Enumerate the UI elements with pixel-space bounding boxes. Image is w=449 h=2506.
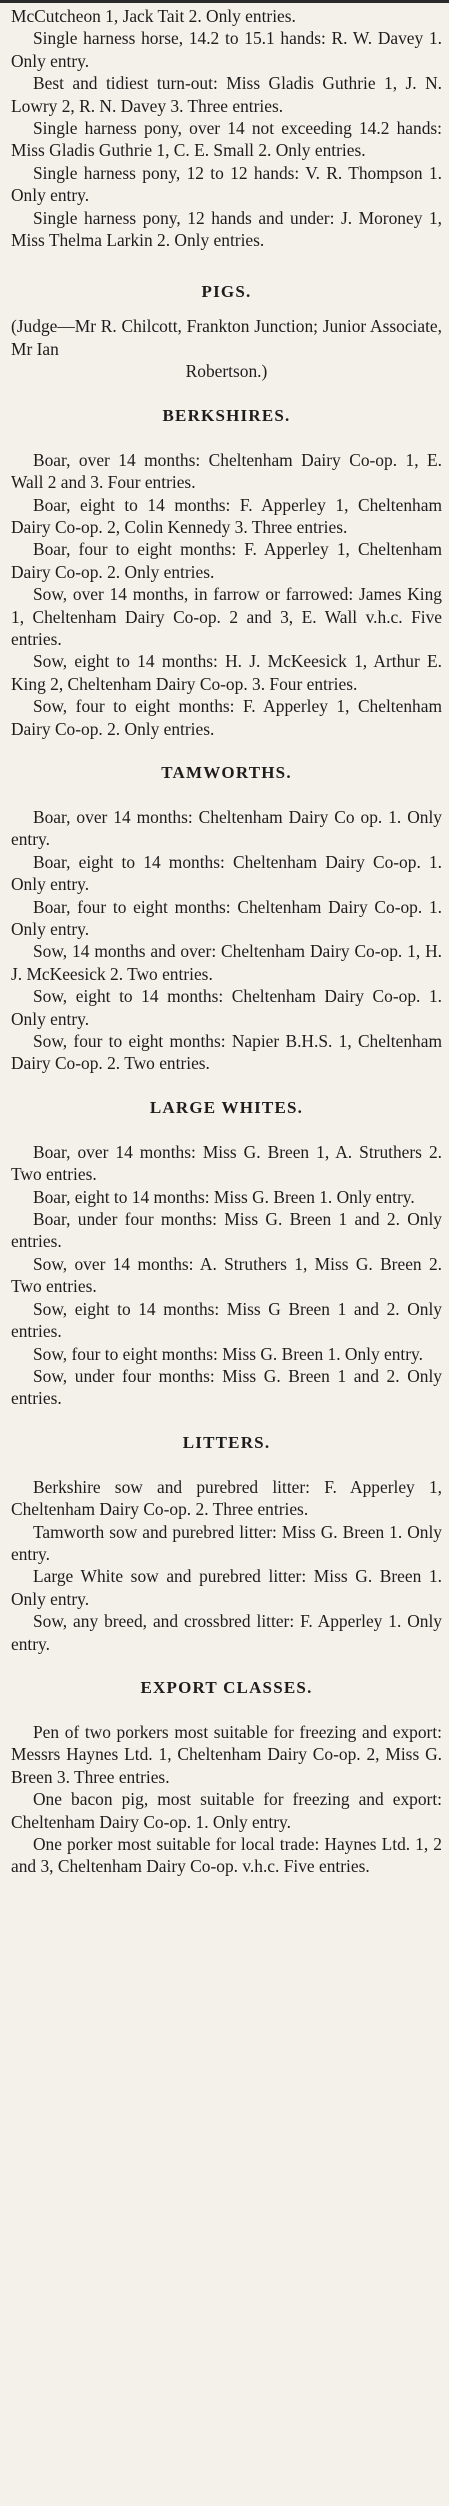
paragraph: Boar, over 14 months: Miss G. Breen 1, A. Struthers 2. Two entries. bbox=[11, 1141, 442, 1185]
paragraph: Boar, eight to 14 months: F. Apperley 1, Cheltenham Dairy Co-op. 2, Colin Kennedy 3. Three entries. bbox=[11, 494, 442, 537]
paragraph: Pen of two porkers most suitable for freezing and export: Messrs Haynes Ltd. 1, Cheltenham Dairy Co-op. 2, Miss G. Breen 3. Three entries. bbox=[11, 1721, 442, 1787]
paragraph: Single harness pony, 12 to 12 hands: V. R. Thompson 1. Only entry. bbox=[11, 162, 442, 206]
section-export-classes bbox=[11, 1677, 442, 1878]
top-rule bbox=[0, 0, 449, 3]
section-heading: EXPORT CLASSES. bbox=[140, 1677, 313, 1697]
section-heading: LARGE WHITES. bbox=[149, 1097, 304, 1117]
paragraph: Sow, under four months: Miss G. Breen 1 and 2. Only entries. bbox=[11, 1365, 442, 1409]
paragraph: Boar, eight to 14 months: Cheltenham Dairy Co-op. 1. Only entry. bbox=[11, 851, 442, 895]
section-harness bbox=[11, 5, 442, 251]
paragraph: Boar, under four months: Miss G. Breen 1 and 2. Only entries. bbox=[11, 1209, 442, 1252]
paragraph: Sow, eight to 14 months: Miss G Breen 1 and 2. Only entries. bbox=[11, 1298, 442, 1342]
judge-note bbox=[11, 315, 442, 382]
paragraph: Sow, four to eight months: Miss G. Breen 1. Only entry. bbox=[33, 1343, 423, 1364]
paragraph: Boar, eight to 14 months: Miss G. Breen 1. Only entry. bbox=[33, 1186, 415, 1207]
section-heading: BERKSHIRES. bbox=[162, 405, 291, 425]
paragraph: Sow, four to eight months: F. Apperley 1, Cheltenham Dairy Co-op. 2. Only entries. bbox=[11, 696, 442, 739]
judge-text: (Judge—Mr R. Chilcott, Frankton Junction; Junior Associate, Mr Ian bbox=[11, 316, 442, 359]
paragraph: Best and tidiest turn-out: Miss Gladis Guthrie 1, J. N. Lowry 2, R. N. Davey 3. Three entries. bbox=[11, 73, 442, 116]
paragraph: Sow, over 14 months: A. Struthers 1, Miss G. Breen 2. Two entries. bbox=[11, 1253, 442, 1297]
paragraph: Boar, four to eight months: F. Apperley 1, Cheltenham Dairy Co-op. 2. Only entries. bbox=[11, 539, 442, 582]
paragraph: Sow, eight to 14 months: H. J. McKeesick 1, Arthur E. King 2, Cheltenham Dairy Co-op. 3. Four entries. bbox=[11, 651, 442, 694]
section-litters bbox=[11, 1432, 442, 1655]
paragraph: Single harness pony, 12 hands and under: J. Moroney 1, Miss Thelma Larkin 2. Only entries. bbox=[11, 207, 442, 251]
paragraph: McCutcheon 1, Jack Tait 2. Only entries. bbox=[11, 6, 296, 26]
paragraph: Berkshire sow and purebred litter: F. Apperley 1, Cheltenham Dairy Co-op. 2. Three entries. bbox=[11, 1476, 442, 1520]
section-tamworths bbox=[11, 762, 442, 1075]
section-berkshires bbox=[11, 405, 442, 740]
paragraph: Boar, four to eight months: Cheltenham Dairy Co-op. 1. Only entry. bbox=[11, 896, 442, 939]
paragraph: Sow, eight to 14 months: Cheltenham Dairy Co-op. 1. Only entry. bbox=[11, 986, 442, 1029]
paragraph: One bacon pig, most suitable for freezing and export: Cheltenham Dairy Co-op. 1. Only entry. bbox=[11, 1789, 442, 1832]
paragraph: Sow, 14 months and over: Cheltenham Dairy Co-op. 1, H. J. McKeesick 2. Two entries. bbox=[11, 941, 442, 984]
paragraph: Boar, over 14 months: Cheltenham Dairy Co-op. 1, E. Wall 2 and 3. Four entries. bbox=[11, 449, 442, 493]
section-pigs bbox=[11, 281, 442, 382]
paragraph: Sow, any breed, and crossbred litter: F. Apperley 1. Only entry. bbox=[11, 1611, 442, 1654]
section-heading: PIGS. bbox=[201, 282, 252, 302]
section-large-whites bbox=[11, 1097, 442, 1410]
paragraph: Large White sow and purebred litter: Miss G. Breen 1. Only entry. bbox=[11, 1566, 442, 1609]
section-heading: LITTERS. bbox=[182, 1432, 271, 1452]
paragraph: Single harness horse, 14.2 to 15.1 hands: R. W. Davey 1. Only entry. bbox=[11, 28, 442, 71]
section-heading: TAMWORTHS. bbox=[161, 762, 292, 782]
paragraph: Tamworth sow and purebred litter: Miss G. Breen 1. Only entry. bbox=[11, 1521, 442, 1564]
paragraph: One porker most suitable for local trade: Haynes Ltd. 1, 2 and 3, Cheltenham Dairy Co-op. v.h.c. Five entries. bbox=[11, 1834, 442, 1877]
paragraph: Sow, over 14 months, in farrow or farrowed: James King 1, Cheltenham Dairy Co-op. 2 and 3, E. Wall v.h.c. Five entries. bbox=[11, 584, 442, 649]
judge-text-last: Robertson.) bbox=[185, 361, 268, 382]
paragraph: Boar, over 14 months: Cheltenham Dairy Co op. 1. Only entry. bbox=[11, 806, 442, 850]
paragraph: Single harness pony, over 14 not exceeding 14.2 hands: Miss Gladis Guthrie 1, C. E. Small 2. Only entries. bbox=[11, 118, 442, 161]
paragraph: Sow, four to eight months: Napier B.H.S. 1, Cheltenham Dairy Co-op. 2. Two entries. bbox=[11, 1031, 442, 1074]
